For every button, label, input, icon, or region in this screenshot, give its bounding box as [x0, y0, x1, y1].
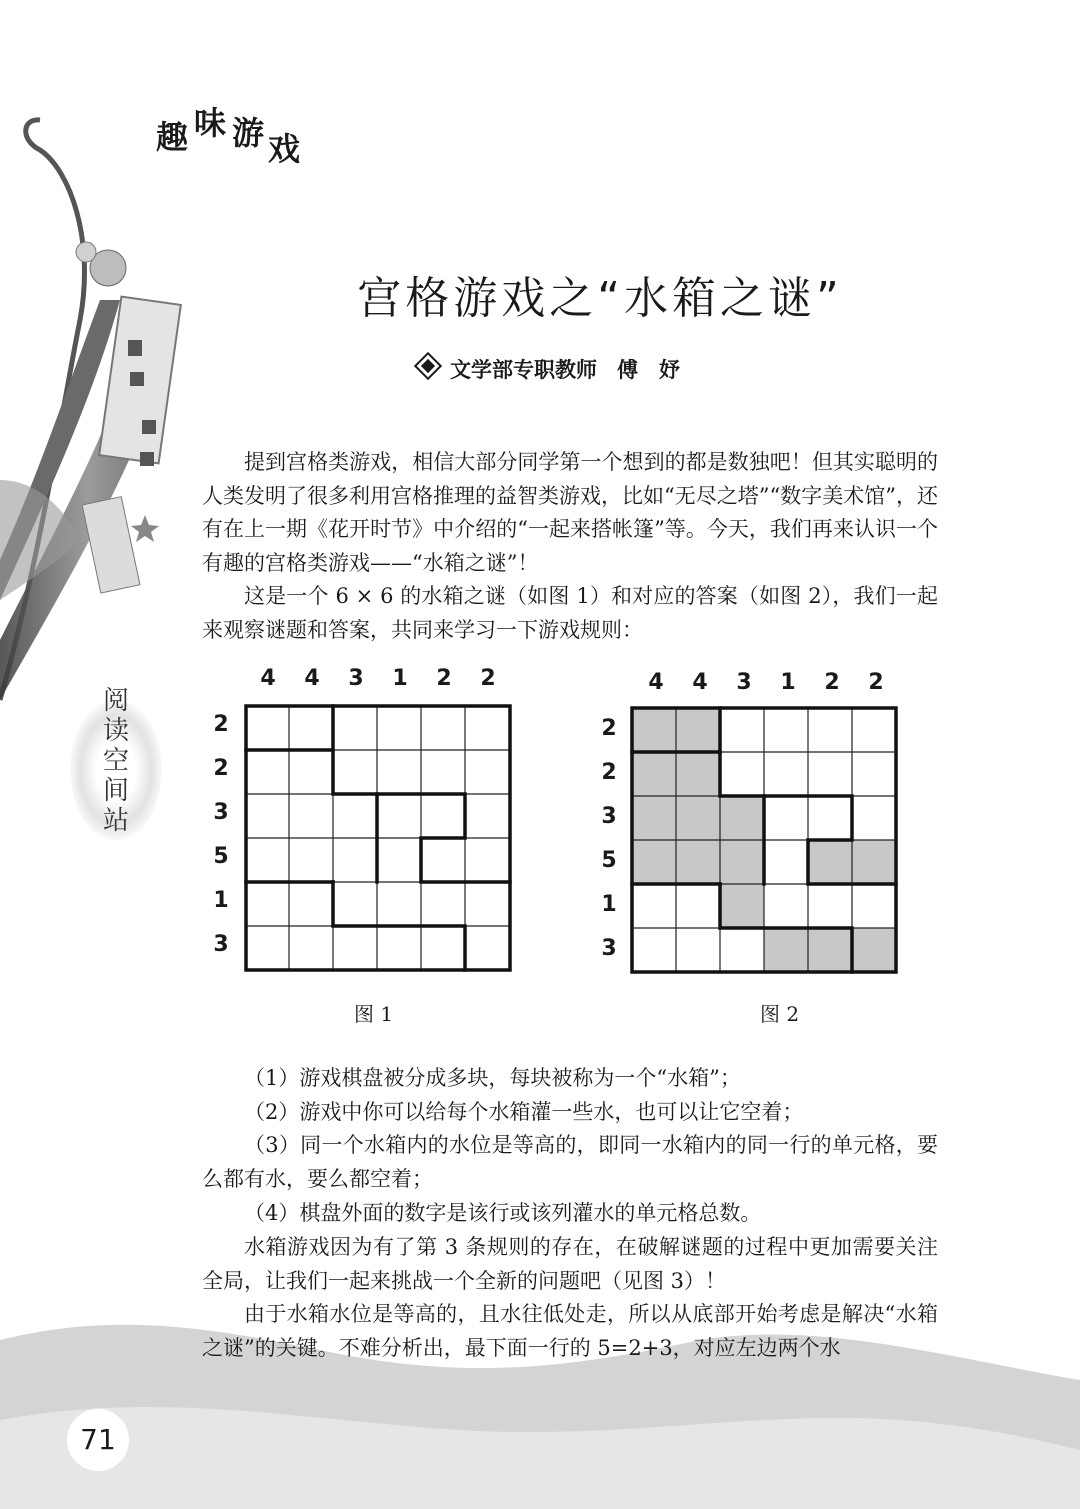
filled-cell: [676, 752, 720, 796]
row-clue: 1: [601, 892, 617, 917]
example-paragraph: 这是一个 6 × 6 的水箱之谜（如图 1）和对应的答案（如图 2），我们一起来观察谜题和答案，共同来学习一下游戏规则：: [202, 584, 938, 642]
row-clue: 2: [601, 716, 617, 741]
column-clue: 4: [692, 670, 708, 695]
filled-cell: [720, 884, 764, 928]
row-clue: 3: [213, 932, 229, 957]
column-clue: 2: [436, 666, 452, 691]
filled-cell: [764, 928, 808, 972]
row-clue: 2: [213, 712, 229, 737]
row-clue: 3: [601, 804, 617, 829]
row-clue: 5: [601, 848, 617, 873]
author-name: 傅 妤: [617, 358, 680, 382]
side-char: 站: [102, 806, 129, 836]
column-clue: 2: [480, 666, 496, 691]
column-clue: 2: [824, 670, 840, 695]
side-char: 阅: [102, 686, 129, 716]
filled-cell: [808, 840, 852, 884]
section-char: 戏: [268, 130, 303, 168]
rule-1: （1）游戏棋盘被分成多块，每块被称为一个“水箱”；: [244, 1066, 741, 1090]
puzzle-grid-fig1: [244, 704, 516, 976]
author-role: 文学部专职教师: [450, 358, 597, 382]
challenge-paragraph: 水箱游戏因为有了第 3 条规则的存在，在破解谜题的过程中更加需要关注全局，让我们一起来挑战一个全新的问题吧（见图 3）！: [202, 1235, 938, 1293]
filled-cell: [632, 752, 676, 796]
filled-cell: [808, 928, 852, 972]
column-clue: 3: [736, 670, 752, 695]
section-tag: [156, 104, 303, 168]
filled-cell: [632, 708, 676, 752]
figure-1-caption: 图 1: [354, 1002, 394, 1026]
rule-3: （3）同一个水箱内的水位是等高的，即同一水箱内的同一行的单元格，要么都有水，要么都空着；: [202, 1133, 938, 1191]
row-clue: 5: [213, 844, 229, 869]
row-clue: 2: [601, 760, 617, 785]
column-clue: 1: [780, 670, 796, 695]
side-char: 读: [102, 716, 129, 746]
filled-cell: [676, 796, 720, 840]
filled-cell: [632, 840, 676, 884]
column-clue: 4: [260, 666, 276, 691]
author-line: [418, 354, 680, 384]
section-char: 游: [232, 114, 267, 152]
filled-cell: [720, 840, 764, 884]
filled-cell: [676, 708, 720, 752]
row-clue: 1: [213, 888, 229, 913]
section-char: 趣: [156, 118, 191, 156]
rule-2: （2）游戏中你可以给每个水箱灌一些水，也可以让它空着；: [244, 1100, 804, 1124]
section-char: 味: [194, 104, 229, 142]
column-clue: 2: [868, 670, 884, 695]
column-clue: 4: [304, 666, 320, 691]
row-clue: 3: [213, 800, 229, 825]
filled-cell: [852, 840, 896, 884]
filled-cell: [632, 796, 676, 840]
column-clue: 1: [392, 666, 408, 691]
article-title: 宫格游戏之“水箱之谜”: [357, 273, 843, 324]
analysis-paragraph: 由于水箱水位是等高的，且水往低处走，所以从底部开始考虑是解决“水箱之谜”的关键。不难分析出，最下面一行的 5=2+3，对应左边两个水: [202, 1302, 938, 1360]
page-number: 71: [66, 1408, 130, 1472]
row-clue: 2: [213, 756, 229, 781]
filled-cell: [676, 840, 720, 884]
diamond-bullet-icon: [414, 352, 442, 380]
column-clue: 3: [348, 666, 364, 691]
row-clue: 3: [601, 936, 617, 961]
column-clue: 4: [648, 670, 664, 695]
intro-paragraph: 提到宫格类游戏，相信大部分同学第一个想到的都是数独吧！但其实聪明的人类发明了很多利用宫格推理的益智类游戏，比如“无尽之塔”“数字美术馆”，还有在上一期《花开时节》中介绍的“一起来搭帐篷”等。今天，我们再来认识一个有趣的宫格类游戏——“水箱之谜”！: [202, 450, 938, 575]
figure-2-caption: 图 2: [760, 1002, 800, 1026]
filled-cell: [720, 796, 764, 840]
solution-grid-fig2: [630, 706, 902, 978]
side-char: 间: [102, 776, 129, 806]
side-char: 空: [102, 746, 129, 776]
rule-4: （4）棋盘外面的数字是该行或该列灌水的单元格总数。: [244, 1201, 762, 1225]
side-tag: [76, 686, 156, 836]
filled-cell: [852, 928, 896, 972]
